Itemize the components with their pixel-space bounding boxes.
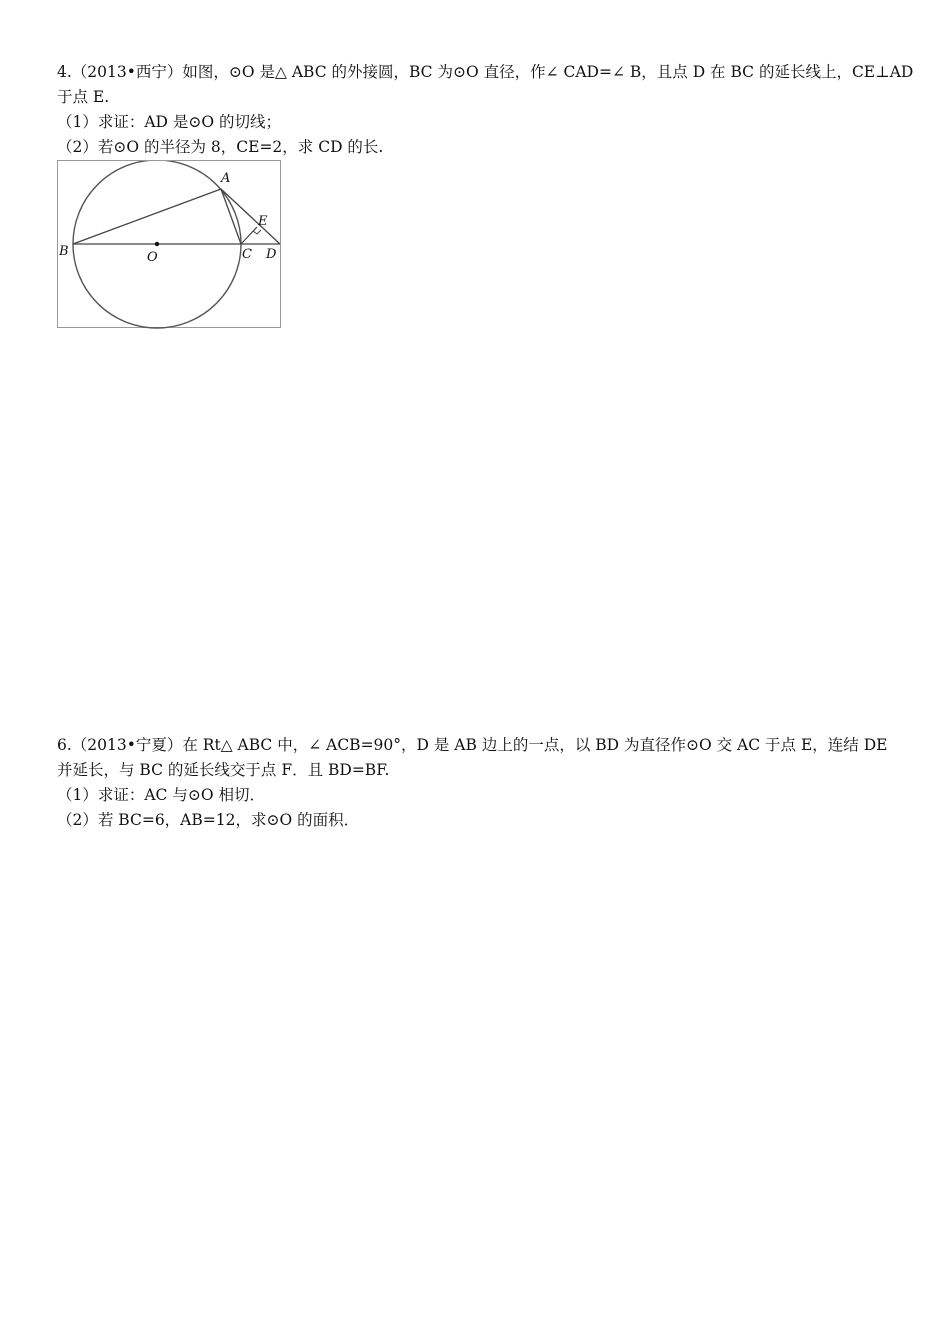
segment-ce [241, 227, 257, 244]
label-a: A [221, 171, 231, 186]
center-point-o [155, 242, 159, 246]
label-d: D [266, 247, 277, 262]
label-e: E [258, 214, 268, 229]
segment-ab [73, 189, 221, 244]
label-o: O [147, 250, 158, 265]
problem-4-part-2: （2）若⊙O 的半径为 8，CE=2，求 CD 的长. [57, 138, 384, 156]
label-c: C [242, 247, 252, 262]
segment-ad [221, 189, 280, 244]
problem-6-part-2: （2）若 BC=6，AB=12，求⊙O 的面积． [57, 811, 360, 829]
problem-4-part-1: （1）求证：AD 是⊙O 的切线； [57, 113, 282, 131]
problem-6-part-1: （1）求证：AC 与⊙O 相切． [57, 786, 265, 804]
problem-4-statement-line-2: 于点 E. [57, 88, 110, 106]
problem-4-figure [57, 160, 281, 328]
problem-6-statement-line-1: 6.（2013•宁夏）在 Rt△ ABC 中，∠ ACB=90°，D 是 AB 边上的一点，以 BD 为直径作⊙O 交 AC 于点 E，连结 DE [57, 736, 888, 754]
geometry-diagram [58, 161, 282, 329]
problem-6-statement-line-2: 并延长，与 BC 的延长线交于点 F．且 BD=BF. [57, 761, 390, 779]
problem-4-statement-line-1: 4.（2013•西宁）如图，⊙O 是△ ABC 的外接圆，BC 为⊙O 直径，作∠ CAD=∠ B，且点 D 在 BC 的延长线上，CE⊥AD [57, 63, 914, 81]
label-b: B [59, 244, 69, 259]
segment-ac [221, 189, 241, 244]
